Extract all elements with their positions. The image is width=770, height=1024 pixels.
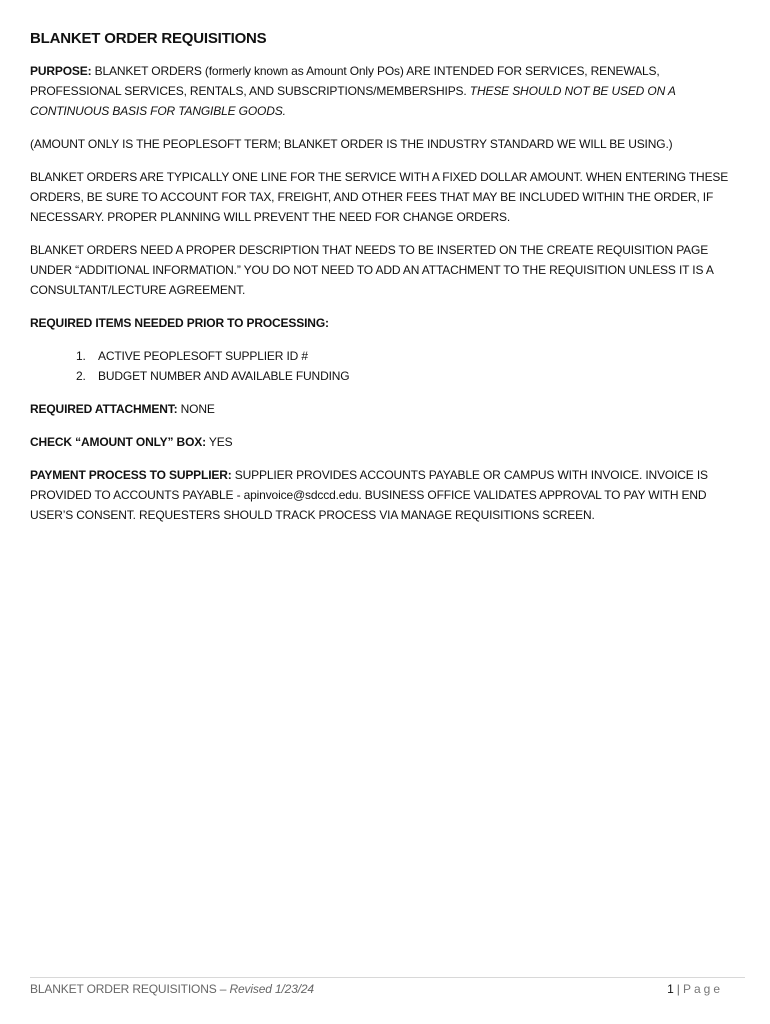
amount-only-label: CHECK “AMOUNT ONLY” BOX: <box>30 435 206 449</box>
page-number-separator: | <box>673 982 683 996</box>
amount-only-line <box>30 432 745 452</box>
page-word: Page <box>682 982 723 996</box>
required-items-list <box>30 346 745 386</box>
footer-title <box>30 982 314 996</box>
required-attachment-label: REQUIRED ATTACHMENT: <box>30 402 178 416</box>
required-items-label: REQUIRED ITEMS NEEDED PRIOR TO PROCESSING: <box>30 316 329 330</box>
description-paragraph: BLANKET ORDERS NEED A PROPER DESCRIPTION THAT NEEDS TO BE INSERTED ON THE CREATE REQUISITION PAGE UNDER “ADDITIONAL INFORMATION.” YOU DO NOT NEED TO ADD AN ATTACHMENT TO THE REQUISITION UNLESS IT IS A CONSULTANT/LECTURE AGREEMENT. <box>30 243 714 297</box>
purpose-paragraph <box>30 61 745 121</box>
payment-process-label: PAYMENT PROCESS TO SUPPLIER: <box>30 468 232 482</box>
list-item-number: 2. <box>76 369 86 383</box>
list-item-text: BUDGET NUMBER AND AVAILABLE FUNDING <box>98 369 350 383</box>
required-attachment-value: NONE <box>177 402 215 416</box>
required-attachment-line <box>30 399 745 419</box>
list-item <box>30 366 745 386</box>
line-items-paragraph: BLANKET ORDERS ARE TYPICALLY ONE LINE FOR THE SERVICE WITH A FIXED DOLLAR AMOUNT. WHEN ENTERING THESE ORDERS, BE SURE TO ACCOUNT FOR TAX, FREIGHT, AND OTHER FEES THAT MAY BE INCLUDED WITHIN THE ORDER, IF NECESSARY. PROPER PLANNING WILL PREVENT THE NEED FOR CHANGE ORDERS. <box>30 170 729 224</box>
document-title: BLANKET ORDER REQUISITIONS <box>30 30 267 47</box>
purpose-label: PURPOSE: <box>30 64 92 78</box>
purpose-text: BLANKET ORDERS (formerly known as Amount Only POs) ARE INTENDED FOR SERVICES, RENEWALS, PROFESSIONAL SERVICES, RENTALS, AND SUBSCRIPTIONS/MEMBERSHIPS. <box>30 64 660 98</box>
required-items-heading <box>30 313 745 333</box>
document-body <box>30 30 745 538</box>
footer-title-text: BLANKET ORDER REQUISITIONS – <box>30 982 230 996</box>
page-footer <box>30 977 745 996</box>
purpose-italic-note: THESE SHOULD NOT BE USED ON A CONTINUOUS BASIS FOR TANGIBLE GOODS. <box>30 84 676 118</box>
payment-process-text: SUPPLIER PROVIDES ACCOUNTS PAYABLE OR CAMPUS WITH INVOICE. INVOICE IS PROVIDED TO ACCOUNTS PAYABLE - apinvoice@sdccd.edu. BUSINESS OFFICE VALIDATES APPROVAL TO PAY WITH END USER’S CONSENT. REQUESTERS SHOULD TRACK PROCESS VIA MANAGE REQUISITIONS SCREEN. <box>30 468 708 522</box>
page-number <box>667 982 723 996</box>
list-item-number: 1. <box>76 349 86 363</box>
payment-process-paragraph <box>30 465 745 525</box>
list-item <box>30 346 745 366</box>
page-number-value: 1 <box>667 982 674 996</box>
amount-only-value: YES <box>205 435 233 449</box>
list-item-text: ACTIVE PEOPLESOFT SUPPLIER ID # <box>98 349 308 363</box>
footer-revised-date: Revised 1/23/24 <box>229 982 314 996</box>
terminology-note: (AMOUNT ONLY IS THE PEOPLESOFT TERM; BLANKET ORDER IS THE INDUSTRY STANDARD WE WILL BE USING.) <box>30 137 673 151</box>
